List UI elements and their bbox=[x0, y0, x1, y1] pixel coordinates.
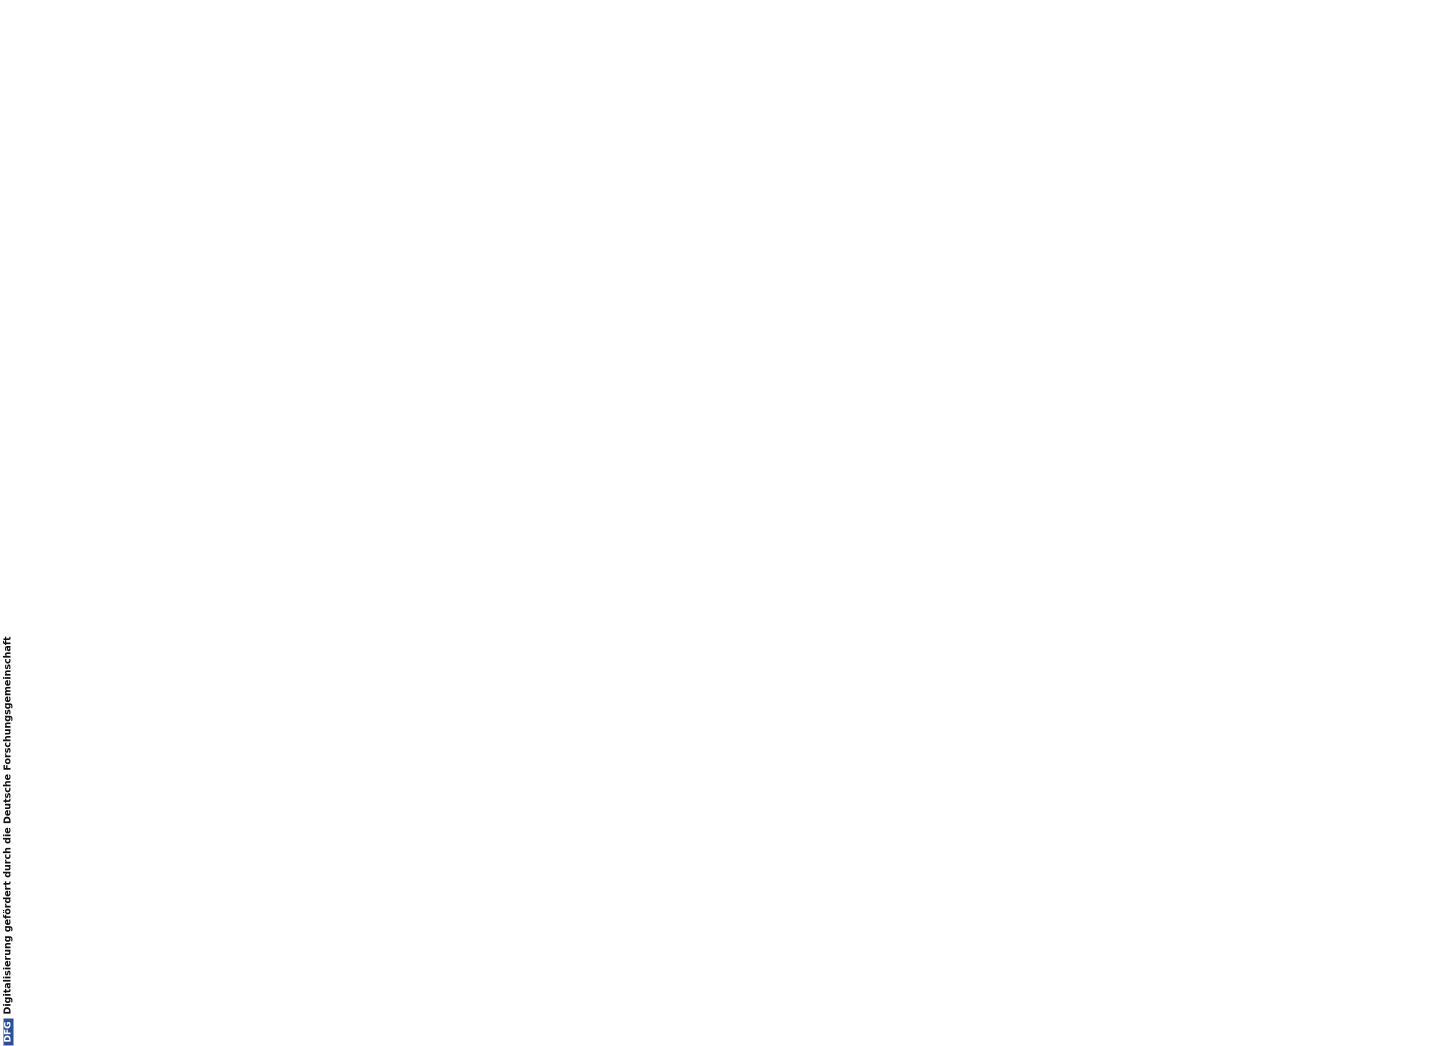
dfg-credit bbox=[3, 566, 14, 1046]
dfg-credit-text: Digitalisierung gefördert durch die Deutsche Forschungsgemeinschaft bbox=[2, 636, 14, 1015]
dfg-badge: DFG bbox=[4, 1018, 14, 1045]
